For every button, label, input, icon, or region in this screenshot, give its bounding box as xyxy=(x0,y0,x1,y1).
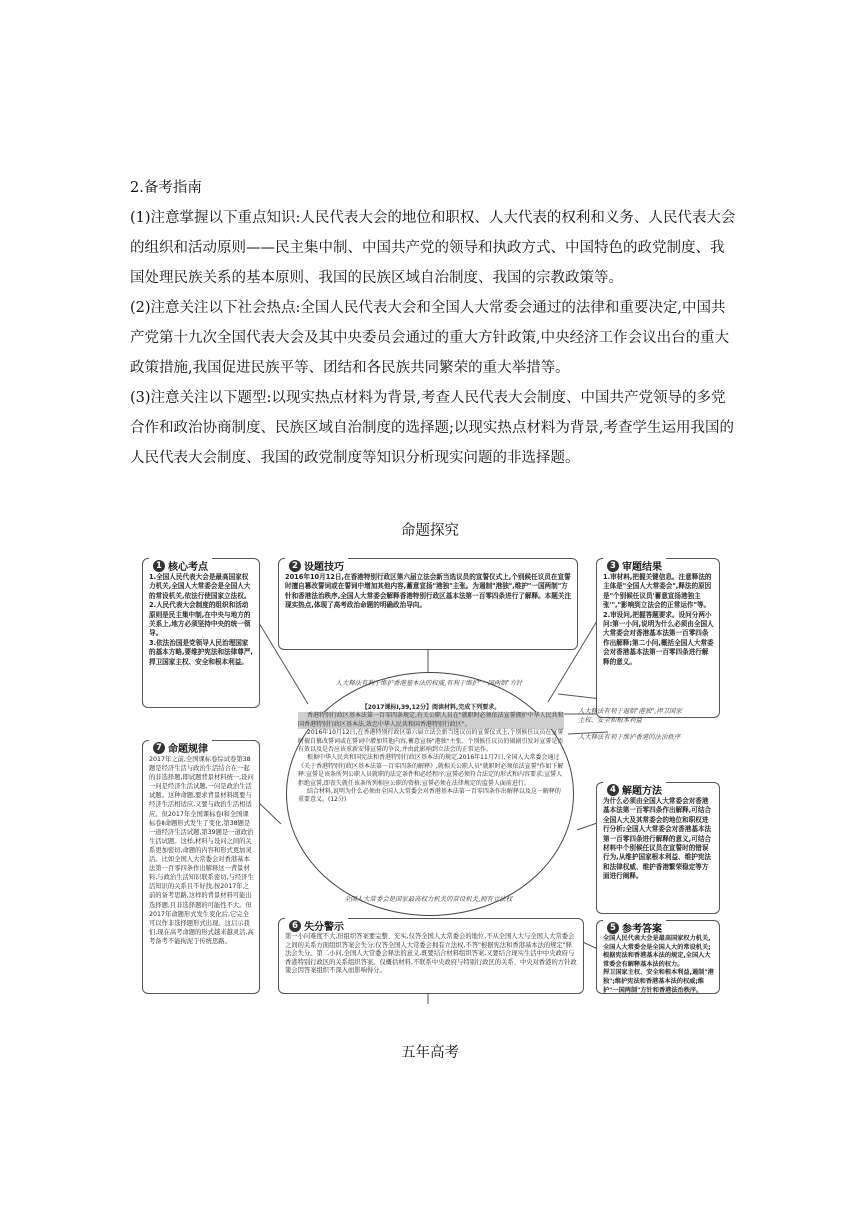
question-analysis-box xyxy=(596,558,720,718)
guide-paragraph-3: (3)注意关注以下题型:以现实热点材料为背景,考查人民代表大会制度、中国共产党领导的多党合作和政治协商制度、民族区域自治制度的选择题;以现实热点材料为背景,考查学生运用我国的人民代表大会制度、我国的政党制度等知识分析现实问题的非选择题。 xyxy=(130,390,734,466)
annotation-note-4: 全国人大常委会是国家最高权力机关的常设机关,拥有立法权 xyxy=(343,895,513,903)
number-badge: 6 xyxy=(289,920,301,932)
section-title: 命题探究 xyxy=(401,523,459,539)
number-badge: 1 xyxy=(153,560,165,572)
guide-body xyxy=(130,203,736,473)
box-title: 审题结果 xyxy=(622,562,662,573)
box-title: 参考答案 xyxy=(622,924,662,935)
scoring-warning-box xyxy=(278,918,584,994)
box-title: 命题规律 xyxy=(168,744,208,755)
box-title: 失分警示 xyxy=(304,922,344,933)
core-knowledge-box xyxy=(142,558,260,708)
box-body: 1.审材料,把握关键信息。注意释法的主体是"全国人大常委会",释法的原因是"个别候任议员'蓄意宣扬港独主张'","影响到立法会的正常运作"等。 2.审设问,把握答题要求。设问分两小问:第一小问,说明为什么必须由全国人大常委会对香港基本法第一百零四条作出解释;第二小问,概括全国人大常委会对香港基本法第一百零四条进行解释的意义。 xyxy=(603,573,714,666)
number-badge: 2 xyxy=(289,560,301,572)
number-badge: 5 xyxy=(607,922,619,934)
box-title: 核心考点 xyxy=(168,562,208,573)
exam-question-text xyxy=(298,704,564,805)
question-label: 【2017课标Ⅰ,39,12分】阅读材料,完成下列要求。 xyxy=(361,704,501,711)
box-body: 第一小问难度不大,但组织答案要完整、充实,仅答全国人大常委会的地位,不从全国人大与全国人大常委会之间的关系方面组织答案会失分;仅答全国人大常委会拥有立法权,不答"根据宪法和香港基本法的规定"释法会失分。第二小问,全国人大常委会释法的意义,既要结合材料组织答案,又要结合现实生活中中央政府与香港特别行政区的关系组织答案。仅概括材料,不联系中央政府与特别行政区的关系、中央对香港的方针政策会因答案组织不深入而影响得分。 xyxy=(285,933,577,975)
solution-method-box xyxy=(596,782,720,914)
guide-paragraph-2: (2)注意关注以下社会热点:全国人民代表大会和全国人大常委会通过的法律和重要决定,中国共产党第十九次全国代表大会及其中央委员会通过的重大方针政策,中央经济工作会议出台的重大政策措施,我国促进民族平等、团结和各民族共同繁荣的重大举措等。 xyxy=(130,300,730,376)
box-body: 2017年之前,全国课标卷综试卷第38题是经济生活与政治生活结合在一起的非选择题,即试题背景材料统一,设问一问是经济生活试题,一问是政治生活试题。这种命题,要求背景材料既要与经济生活相适应,又要与政治生活相适应。但2017年全国课标卷Ⅰ和全国课标卷Ⅱ命题形式发生了变化,第38题是一道经济生活试题,第39题是一道政治生活试题。这样,材料与设问之间的关系更加密切,命题的内容和形式更加灵活。比如全国人大常委会对香港基本法第一百零四条作出解释这一背景材料,与政治生活知识联系密切,与经济生活知识的关系且不好找,按2017年之前的备考思路,这样的背景材料可能出选择题,且非选择题的可能性不大。但2017年命题形式发生变化后,它完全可以作非选择题形式出现。这启示我们,现在高考命题的形式越来越灵活,高考备考不能拘泥于传统思路。 xyxy=(149,756,254,945)
box-body: 2016年10月12日,在香港特别行政区第六届立法会新当选议员的宣誓仪式上,个别候任议员在宣誓时擅自篡改誓词或在誓词中增加其他内容,蓄意宣扬"港独"主张。为遏制"港独",维护"一国两制"方针和香港法治秩序,全国人大常委会解释香港特别行政区基本法第一百零四条进行了解释。本题关注现实热点,体现了高考政治命题的明确政治导向。 xyxy=(285,573,572,610)
guide-paragraph-1: (1)注意掌握以下重点知识:人民代表大会的地位和职权、人大代表的权利和义务、人民代表大会的组织和活动原则——民主集中制、中国共产党的领导和执政方式、中国特色的政党制度、我国处理民族关系的基本原则、我国的民族区域自治制度、我国的宗教政策等。 xyxy=(130,210,736,286)
annotation-note-2: 人大释法有利于遏制"港独",捍卫国家主权、安全和根本利益 xyxy=(578,707,682,724)
guide-heading: 2.备考指南 xyxy=(130,180,202,196)
question-paragraph-1: 香港特别行政区基本法第一百零四条规定,有关公职人员在"就职时必须依法宣誓拥护中华人民共和国香港特别行政区基本法,效忠中华人民共和国香港特别行政区"。 xyxy=(298,712,564,728)
question-paragraph-4: 结合材料,说明为什么必须由全国人大常委会对香港基本法第一百零四条作出解释以及这一解释的重要意义。(12分) xyxy=(298,788,561,804)
question-paragraph-3: 根据中华人民共和国宪法和香港特别行政区基本法的规定,2016年11月7日,全国人大常委会通过《关于香港特别行政区基本法第一百零四条的解释》,就相关公职人员"就职时必须依法宣誓"作如下解释:宣誓是该条所列公职人员就职的法定条件和必经程序;宣誓必须符合法定的形式和内容要求;宣誓人拒绝宣誓,即丧失就任该条所列相应公职的资格;宣誓必须在法律规定的监誓人面前进行。 xyxy=(298,754,564,787)
number-badge: 3 xyxy=(607,560,619,572)
number-badge: 4 xyxy=(607,784,619,796)
exam-analysis-diagram xyxy=(138,554,724,998)
box-title: 设题技巧 xyxy=(304,562,344,573)
annotation-note-3: 人大释法有利于维护香港的法治秩序 xyxy=(578,733,681,741)
box-body: 为什么必须由全国人大常委会对香港基本法第一百零四条作出解释,可结合全国人大及其常委会的地位和职权进行分析;全国人大常委会对香港基本法第一百零四条进行解释的意义,可结合材料中个别候任议员在宣誓时的错误行为,从维护国家根本利益、维护宪法和法律权威、维护香港繁荣稳定等方面进行阐释。 xyxy=(603,797,712,881)
box-title: 解题方法 xyxy=(622,786,662,797)
exam-pattern-box xyxy=(142,740,260,994)
question-design-box xyxy=(278,558,578,650)
number-badge: 7 xyxy=(153,742,165,754)
annotation-note-1: 人大释法有利于维护香港基本法的权威,有利于维护"一国两制"方针 xyxy=(335,679,523,687)
question-paragraph-2: 2016年10月12日,在香港特别行政区第六届立法会新当选议员的宣誓仪式上,个别候任议员在宣誓时擅自篡改誓词或在誓词中增加其他内容,蓄意宣扬"港独"主张。个别候任议员的闹剧引发对宣誓是否有效以及是否应该重新安排宣誓的争议,并由此影响到立法会的正常运作。 xyxy=(298,729,564,754)
box-body: 全国人民代表大会是最高国家权力机关,全国人大常委会是全国人大的常设机关;根据宪法和香港基本法的规定,全国人大常委会有解释基本法的权力。 捍卫国家主权、安全和根本利益,遏制"港独";维护宪法和香港基本法的权威;维护"一国两制"方针和香港法治秩序。 xyxy=(603,935,714,994)
footer-title: 五年高考 xyxy=(401,1045,459,1061)
box-body: 1.全国人民代表大会是最高国家权力机关,全国人大常委会是全国人大的常设机关,依法行使国家立法权。 2.人民代表大会制度的组织和活动原则是民主集中制,在中央与地方的关系上,地方必须坚持中央的统一领导。 3.依法治国是党领导人民治理国家的基本方略,要维护宪法和法律尊严,捍卫国家主权、安全和根本利益。 xyxy=(149,573,253,666)
reference-answer-box xyxy=(596,920,720,994)
